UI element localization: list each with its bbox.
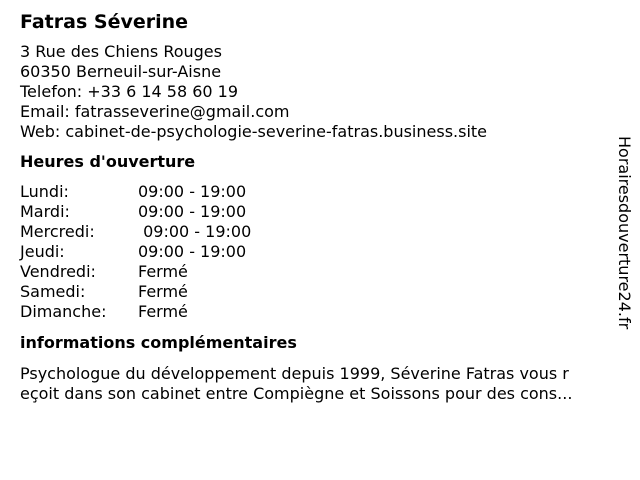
- info-line-1: Psychologue du développement depuis 1999, Séverine Fatras vous r: [20, 364, 569, 383]
- additional-info-heading: informations complémentaires: [20, 333, 297, 352]
- day-label: Vendredi:: [20, 262, 96, 281]
- day-label: Lundi:: [20, 182, 69, 201]
- time-value: 09:00 - 19:00: [138, 182, 247, 201]
- opening-hours-heading: Heures d'ouverture: [20, 152, 196, 171]
- hours-row-thursday: [20, 242, 610, 262]
- time-value: 09:00 - 19:00: [138, 242, 247, 261]
- business-name: Fatras Séverine: [20, 11, 189, 33]
- hours-row-friday: [20, 262, 610, 282]
- phone-line: Telefon: +33 6 14 58 60 19: [20, 82, 239, 101]
- hours-row-monday: [20, 182, 610, 202]
- site-watermark: Horairesdouverture24.fr: [615, 136, 634, 330]
- info-line-2: eçoit dans son cabinet entre Compiègne et Soissons pour des cons...: [20, 384, 573, 403]
- hours-row-saturday: [20, 282, 610, 302]
- time-value: 09:00 - 19:00: [138, 222, 252, 241]
- address-city: 60350 Berneuil-sur-Aisne: [20, 62, 222, 81]
- opening-hours-table: [20, 182, 610, 322]
- day-label: Mardi:: [20, 202, 70, 221]
- day-label: Dimanche:: [20, 302, 107, 321]
- day-label: Jeudi:: [20, 242, 65, 261]
- hours-row-tuesday: [20, 202, 610, 222]
- business-card: [20, 10, 610, 404]
- time-value: Fermé: [138, 302, 188, 321]
- additional-info-text: [20, 364, 610, 404]
- time-value: Fermé: [138, 282, 188, 301]
- day-label: Samedi:: [20, 282, 86, 301]
- time-value: 09:00 - 19:00: [138, 202, 247, 221]
- hours-row-sunday: [20, 302, 610, 322]
- address-street: 3 Rue des Chiens Rouges: [20, 42, 222, 61]
- time-value: Fermé: [138, 262, 188, 281]
- email-line: Email: fatrasseverine@gmail.com: [20, 102, 290, 121]
- day-label: Mercredi:: [20, 222, 95, 241]
- website-line: Web: cabinet-de-psychologie-severine-fatras.business.site: [20, 122, 488, 141]
- hours-row-wednesday: [20, 222, 610, 242]
